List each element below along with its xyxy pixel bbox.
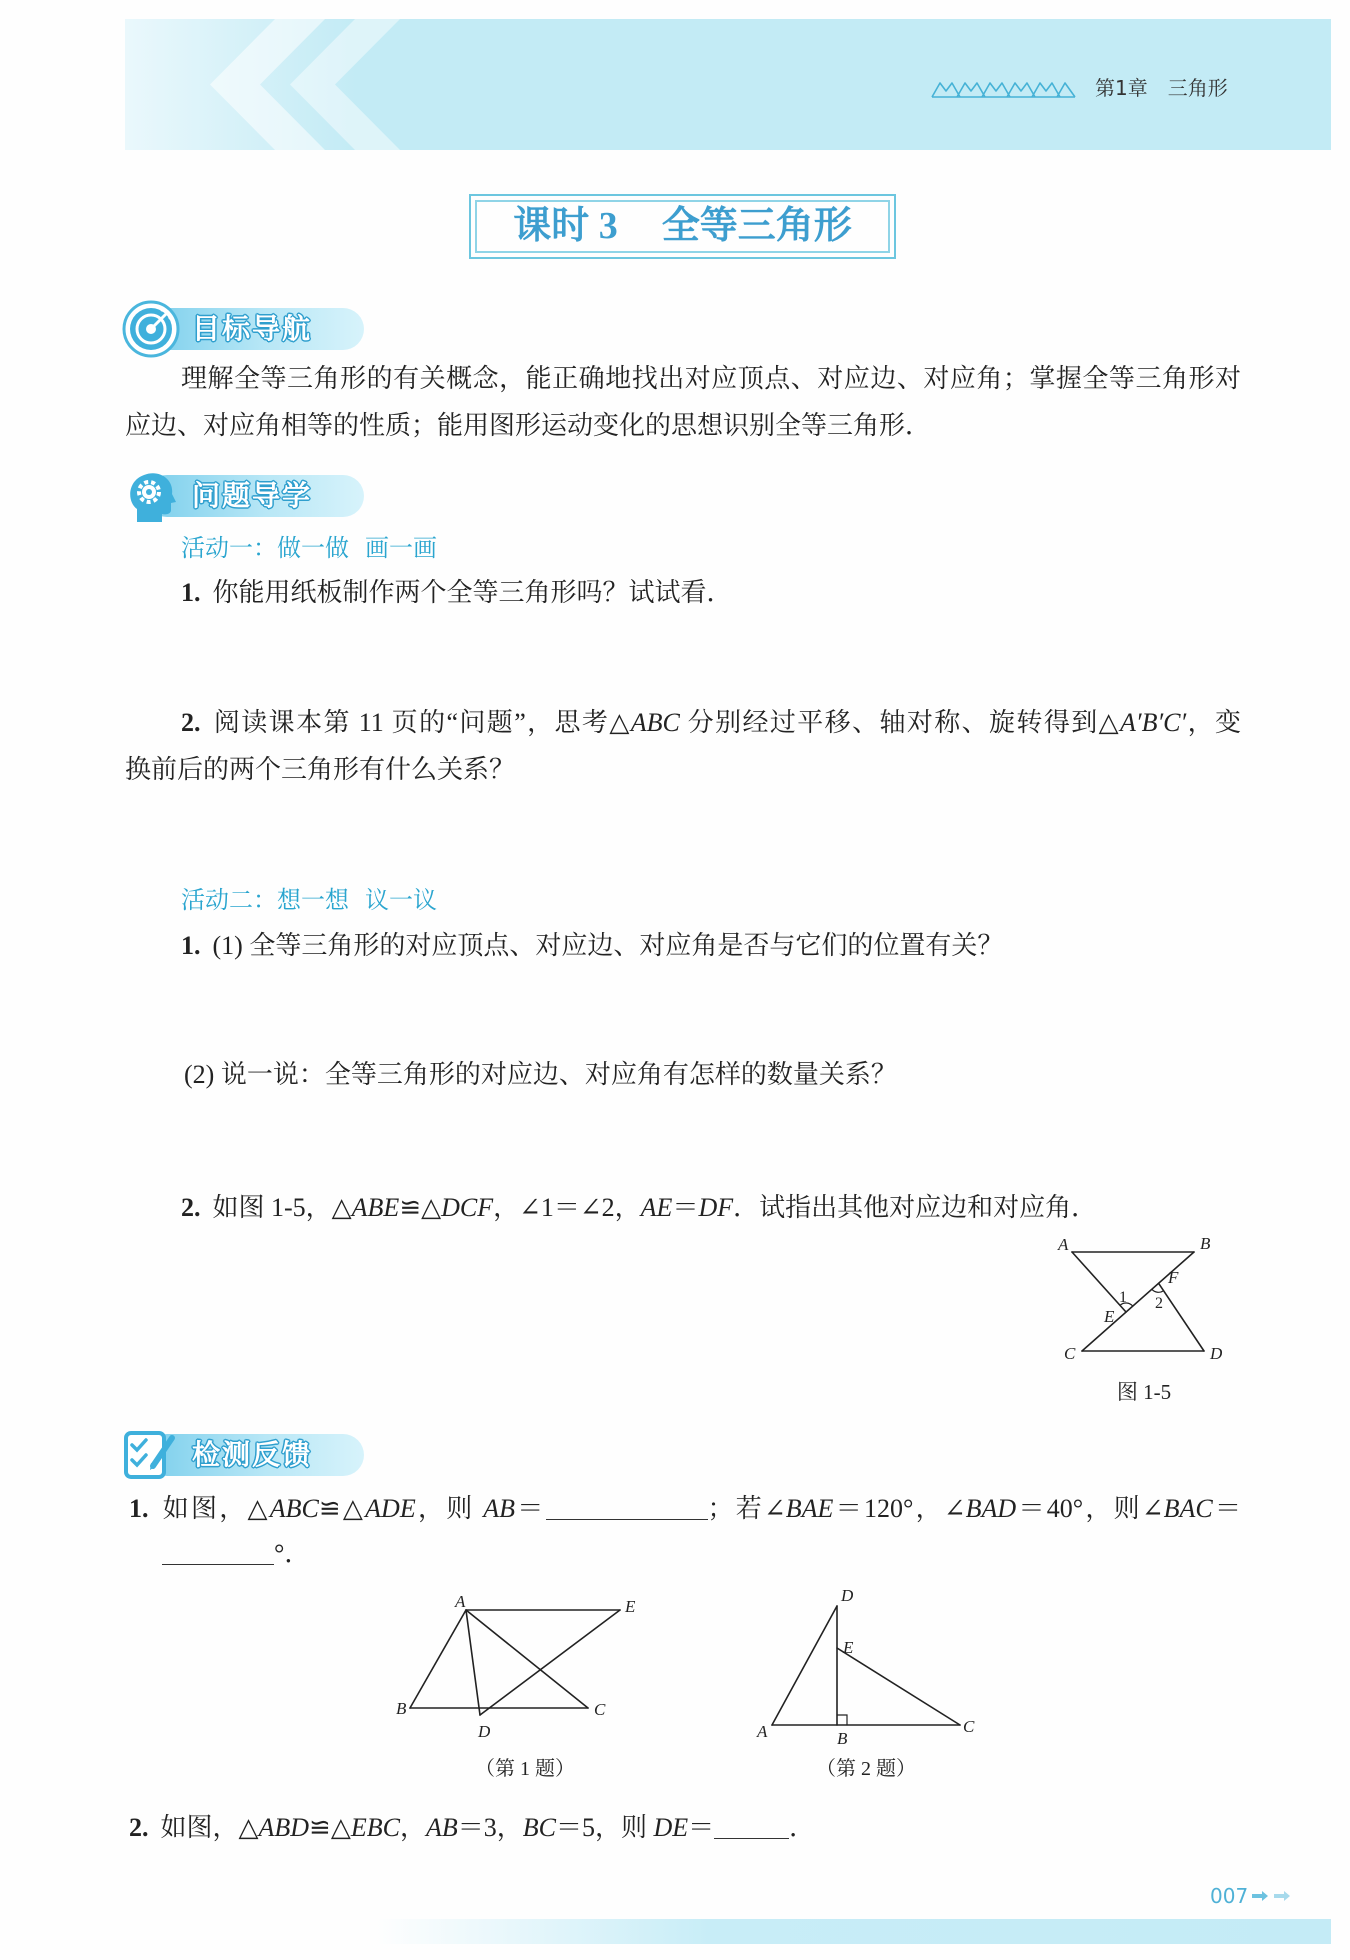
math-term: BAC <box>1163 1494 1213 1523</box>
page-number: 007 <box>1210 1884 1249 1908</box>
lesson-label: 课时 3 <box>513 205 618 247</box>
answer-blank <box>546 1495 708 1520</box>
vertex-label-d: D <box>1210 1344 1223 1363</box>
activity-1-question-2-line-1 <box>181 705 1241 741</box>
question-text: (1) 全等三角形的对应顶点、对应边、对应角是否与它们的位置有关？ <box>212 931 1004 960</box>
question-text: ＝40°，则∠ <box>1016 1494 1164 1523</box>
activity-1-subtitle: 画一画 <box>365 534 437 562</box>
figure-caption: 图 1-5 <box>1116 1380 1172 1404</box>
math-term: AB <box>483 1494 515 1523</box>
question-text: 如图 1-5，△ <box>212 1193 352 1222</box>
head-gear-icon <box>122 467 180 525</box>
vertex-label-d: D <box>841 1586 854 1605</box>
activity-1-question-1 <box>181 575 733 611</box>
badge-label: 目标导航 <box>192 312 313 345</box>
question-text: 你能用纸板制作两个全等三角形吗？试试看． <box>212 578 733 607</box>
math-term: ABE <box>351 1193 400 1222</box>
math-term: ABC <box>269 1494 319 1523</box>
segment-ab <box>410 1610 466 1708</box>
question-text: °． <box>274 1539 311 1568</box>
segment-ad <box>466 1610 480 1715</box>
chapter-heading <box>1095 74 1228 102</box>
figure-question-2 <box>755 1585 985 1750</box>
vertex-label-b: B <box>837 1729 848 1748</box>
answer-blank <box>162 1540 274 1565</box>
segment-ac <box>466 1610 588 1708</box>
question-text: ，则 <box>415 1494 484 1523</box>
question-text: ＝5，则 <box>555 1813 654 1842</box>
vertex-label-b: B <box>1200 1235 1211 1253</box>
activity-1-title: 活动一：做一做 <box>181 534 349 562</box>
math-term: ABC <box>630 708 680 737</box>
question-number: 2. <box>181 1193 201 1222</box>
math-term: EBC <box>350 1813 400 1842</box>
question-text: ≌△ <box>399 1193 442 1222</box>
math-term: DE <box>653 1813 689 1842</box>
figure-question-1 <box>395 1590 645 1750</box>
angle-label-1: 1 <box>1119 1289 1127 1306</box>
vertex-label-a: A <box>455 1592 466 1611</box>
arrow-right-icon <box>1252 1889 1292 1903</box>
math-term: DCF <box>441 1193 494 1222</box>
question-text: ．试指出其他对应边和对应角． <box>733 1193 1098 1222</box>
question-text: ，∠1＝∠2， <box>493 1193 641 1222</box>
math-term: AB <box>425 1813 458 1842</box>
vertex-label-d: D <box>478 1722 491 1741</box>
question-text: ≌△ <box>318 1494 366 1523</box>
question-text: ；若∠ <box>707 1494 786 1523</box>
goal-text-line-2: 应边、对应角相等的性质；能用图形运动变化的思想识别全等三角形． <box>125 411 932 440</box>
question-text: 如图，△ <box>160 1494 270 1523</box>
vertex-label-a: A <box>757 1722 768 1741</box>
vertex-label-c: C <box>963 1717 975 1736</box>
feedback-question-2 <box>129 1810 815 1846</box>
activity-2-heading <box>181 884 437 916</box>
activity-1-question-2-line-2: 换前后的两个三角形有什么关系？ <box>125 755 516 784</box>
math-term: ABD <box>258 1813 310 1842</box>
question-text: ＝ <box>672 1193 699 1222</box>
activity-2-question-2 <box>181 1190 1097 1226</box>
goal-text-line-1: 理解全等三角形的有关概念，能正确地找出对应顶点、对应边、对应角；掌握全等三角形对 <box>181 364 1241 393</box>
question-number: 1. <box>181 931 201 960</box>
feedback-question-1-line-2 <box>162 1536 310 1572</box>
question-text: ＝ <box>1212 1494 1241 1523</box>
answer-blank <box>714 1814 789 1839</box>
vertex-label-b: B <box>396 1699 407 1718</box>
segment-df <box>1159 1283 1204 1351</box>
badge-label: 问题导学 <box>192 479 313 512</box>
vertex-label-e: E <box>625 1597 636 1616</box>
math-term: ADE <box>365 1494 416 1523</box>
math-term: A′B′C′ <box>1120 708 1187 737</box>
checklist-pen-icon <box>122 1426 180 1484</box>
question-number: 2. <box>129 1813 149 1842</box>
question-text: 如图，△ <box>160 1813 259 1842</box>
segment-ae <box>1072 1252 1126 1312</box>
figure-caption: （第 2 题） <box>816 1758 916 1780</box>
triangles-decoration-icon <box>931 79 1077 99</box>
target-icon <box>122 300 180 358</box>
section-badge-goals <box>122 300 364 356</box>
math-term: BC <box>522 1813 556 1842</box>
math-term: BAE <box>785 1494 834 1523</box>
angle-label-2: 2 <box>1155 1295 1163 1312</box>
activity-1-heading <box>181 532 437 564</box>
chapter-number: 第1章 <box>1095 76 1148 100</box>
activity-2-question-1-part-2: (2) 说一说：全等三角形的对应边、对应角有怎样的数量关系？ <box>184 1060 897 1089</box>
question-text: ， <box>399 1813 426 1842</box>
feedback-question-1-line-1 <box>129 1491 1241 1527</box>
question-text: ≌△ <box>309 1813 351 1842</box>
question-number: 1. <box>129 1494 149 1523</box>
math-term: BAD <box>965 1494 1017 1523</box>
section-badge-feedback <box>122 1426 364 1482</box>
badge-label: 检测反馈 <box>192 1438 313 1471</box>
lesson-title-box <box>469 194 896 259</box>
question-number: 2. <box>181 708 201 737</box>
segment-ad <box>772 1606 837 1725</box>
section-badge-inquiry <box>122 467 364 523</box>
question-text: 分别经过平移、轴对称、旋转得到△ <box>679 708 1121 737</box>
figure-1-5 <box>1050 1235 1240 1370</box>
vertex-label-e: E <box>843 1638 854 1657</box>
segment-bc <box>1082 1252 1194 1351</box>
footer-band <box>375 1919 1331 1944</box>
question-text: ＝3， <box>457 1813 523 1842</box>
vertex-label-c: C <box>594 1700 606 1719</box>
activity-2-subtitle: 议一议 <box>365 886 437 914</box>
question-text: ． <box>789 1813 816 1842</box>
vertex-label-e: E <box>1104 1307 1115 1326</box>
chapter-title: 三角形 <box>1167 76 1228 100</box>
vertex-label-a: A <box>1058 1235 1069 1254</box>
vertex-label-c: C <box>1064 1344 1076 1363</box>
question-text: 阅读课本第 11 页的“问题”，思考△ <box>212 708 631 737</box>
question-text: ，变 <box>1186 708 1241 737</box>
question-text: ＝120°，∠ <box>833 1494 966 1523</box>
activity-2-title: 活动二：想一想 <box>181 886 349 914</box>
math-term: AE <box>640 1193 673 1222</box>
activity-2-question-1-part-1 <box>181 928 1003 964</box>
question-number: 1. <box>181 578 201 607</box>
angle-2-arc <box>1152 1289 1164 1292</box>
vertex-label-f: F <box>1168 1268 1179 1287</box>
math-term: DF <box>698 1193 734 1222</box>
figure-caption: （第 1 题） <box>475 1758 575 1780</box>
question-text: ＝ <box>514 1494 546 1523</box>
question-text: ＝ <box>688 1813 715 1842</box>
right-angle-mark <box>837 1715 847 1725</box>
segment-ec <box>837 1648 960 1725</box>
lesson-title: 全等三角形 <box>661 205 852 247</box>
